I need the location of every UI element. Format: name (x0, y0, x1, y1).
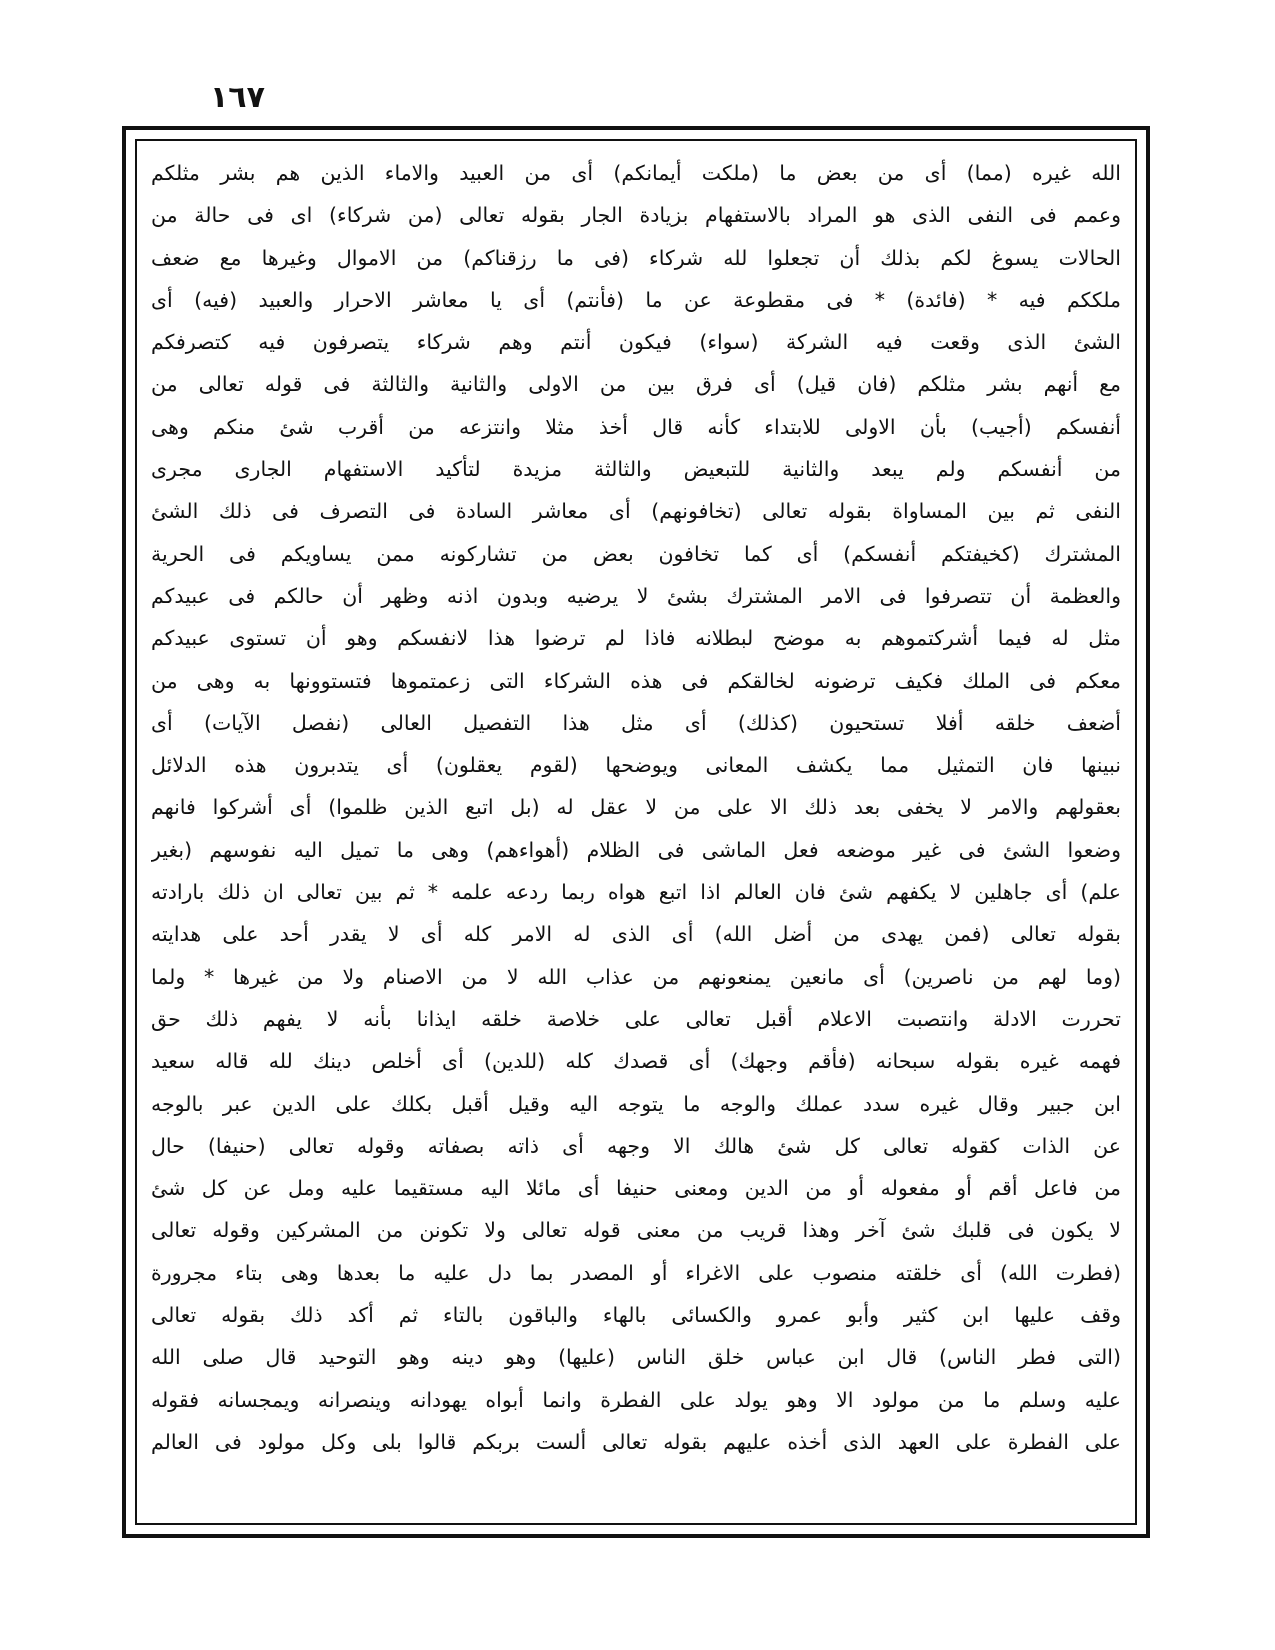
text-line: تحررت الادلة وانتصبت الاعلام أقبل تعالى على خلاصة خلقه ايذانا بأنه لا يفهم ذلك حق (151, 1006, 1121, 1031)
text-line: وضعوا الشئ فى غير موضعه فعل الماشى فى الظلام (أهواءهم) وهى ما تميل اليه نفوسهم (بغير (151, 837, 1121, 862)
text-line: أضعف خلقه أفلا تستحيون (كذلك) أى مثل هذا التفصيل العالى (نفصل الآيات) أى (151, 710, 1121, 735)
text-line: النفى ثم بين المساواة بقوله تعالى (تخافونهم) أى معاشر السادة فى التصرف فى ذلك الشئ (151, 499, 1121, 524)
text-line: (التى فطر الناس) قال ابن عباس خلق الناس (عليها) وهو دينه وهو التوحيد قال صلى الله (151, 1345, 1121, 1370)
text-line: لا يكون فى قلبك شئ آخر وهذا قريب من معنى قوله تعالى ولا تكونن من المشركين وقوله تعالى (151, 1218, 1121, 1243)
text-line: علم) أى جاهلين لا يكفهم شئ فان العالم اذا اتبع هواه ربما ردعه علمه * ثم بين تعالى ان ذلك بارادته (151, 880, 1121, 905)
text-line: أنفسكم (أجيب) بأن الاولى للابتداء كأنه قال أخذ مثلا وانتزعه من أقرب شئ منكم وهى (151, 414, 1121, 439)
text-line: ابن جبير وقال غيره سدد عملك والوجه ما يتوجه اليه وقيل أقبل بكلك على الدين عبر بالوجه (151, 1091, 1121, 1116)
page-number: ١٦٧ (210, 80, 265, 115)
text-line: نبينها فان التمثيل مما يكشف المعانى ويوضحها (لقوم يعقلون) أى يتدبرون هذه الدلائل (151, 753, 1121, 778)
text-line: عليه وسلم ما من مولود الا وهو يولد على الفطرة وانما أبواه يهودانه وينصرانه ويمجسانه فقوله (151, 1387, 1121, 1412)
page-border-inner (135, 139, 1137, 1525)
text-line: المشترك (كخيفتكم أنفسكم) أى كما تخافون بعض من تشاركونه ممن يساويكم فى الحرية (151, 541, 1121, 566)
text-line: فهمه غيره بقوله سبحانه (فأقم وجهك) أى قصدك كله (للدين) أى أخلص دينك لله قاله سعيد (151, 1049, 1121, 1074)
text-line: من فاعل أقم أو مفعوله أو من الدين ومعنى حنيفا أى مائلا اليه مستقيما عليه ومل عن كل شئ (151, 1176, 1121, 1201)
text-line: الحالات يسوغ لكم بذلك أن تجعلوا لله شركاء (فى ما رزقناكم) من الاموال وغيرها مع ضعف (151, 245, 1121, 270)
text-line: معكم فى الملك فكيف ترضونه لخالقكم فى هذه الشركاء التى زعمتموها فتستوونها به وهى من (151, 668, 1121, 693)
text-line: وعمم فى النفى الذى هو المراد بالاستفهام بزيادة الجار بقوله تعالى (من شركاء) اى فى حالة من (151, 203, 1121, 228)
text-line: مثل له فيما أشركتموهم به موضح لبطلانه فاذا لم ترضوا هذا لانفسكم وهو أن تستوى عبيدكم (151, 626, 1121, 651)
text-line: الله غيره (مما) أى من بعض ما (ملكت أيمانكم) أى من العبيد والاماء الذين هم بشر مثلكم (151, 161, 1121, 185)
text-line: ملككم فيه * (فائدة) * فى مقطوعة عن ما (فأنتم) أى يا معاشر الاحرار والعبيد (فيه) أى (151, 287, 1121, 312)
text-line: بعقولهم والامر لا يخفى بعد ذلك الا على من لا عقل له (بل اتبع الذين ظلموا) أى أشركوا فانهم (151, 795, 1121, 820)
text-line: وقف عليها ابن كثير وأبو عمرو والكسائى بالهاء والباقون بالتاء ثم أكد ذلك بقوله تعالى (151, 1303, 1121, 1328)
text-line (151, 1463, 1121, 1505)
text-line: مع أنهم بشر مثلكم (فان قيل) أى فرق بين من الاولى والثانية والثالثة فى قوله تعالى من (151, 372, 1121, 397)
text-line: (فطرت الله) أى خلقته منصوب على الاغراء أو المصدر بما دل عليه ما بعدها وهى بتاء مجرورة (151, 1260, 1121, 1285)
page-border-outer (122, 126, 1150, 1538)
text-line: الشئ الذى وقعت فيه الشركة (سواء) فيكون أنتم وهم شركاء يتصرفون فيه كتصرفكم (151, 330, 1121, 355)
text-line: (وما لهم من ناصرين) أى مانعين يمنعونهم من عذاب الله لا من الاصنام ولا من غيرها * ولما (151, 964, 1121, 989)
body-text (151, 152, 1121, 1513)
text-line: والعظمة أن تتصرفوا فى الامر المشترك بشئ لا يرضيه وبدون اذنه وظهر أن حالكم فى عبيدكم (151, 583, 1121, 608)
text-line: من أنفسكم ولم يبعد والثانية للتبعيض والثالثة مزيدة لتأكيد الاستفهام الجارى مجرى (151, 457, 1121, 482)
text-line: عن الذات كقوله تعالى كل شئ هالك الا وجهه أى ذاته بصفاته وقوله تعالى (حنيفا) حال (151, 1133, 1121, 1158)
text-line: على الفطرة على العهد الذى أخذه عليهم بقوله تعالى ألست بربكم قالوا بلى وكل مولود فى العالم (151, 1429, 1121, 1454)
text-line: بقوله تعالى (فمن يهدى من أضل الله) أى الذى له الامر كله أى لا يقدر أحد على هدايته (151, 922, 1121, 947)
